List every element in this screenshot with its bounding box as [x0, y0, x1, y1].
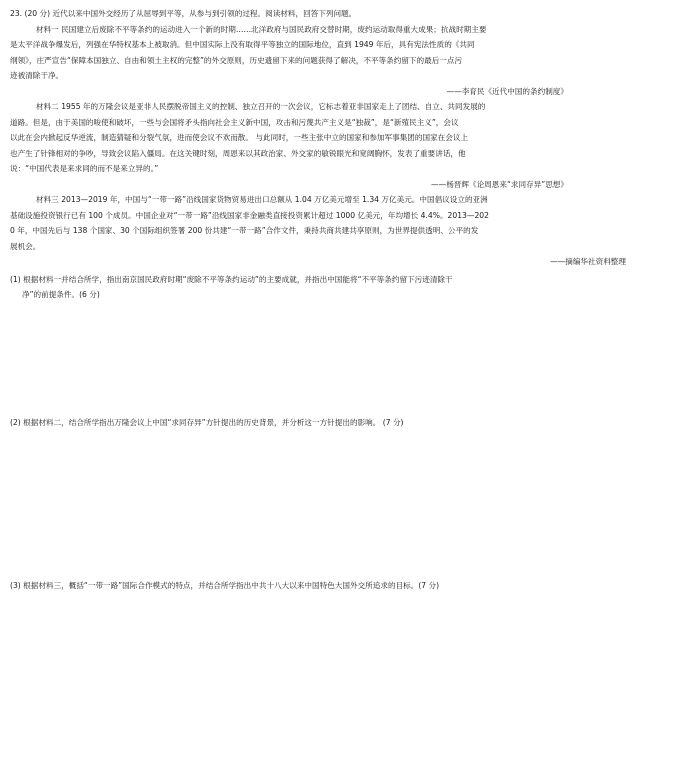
answer-space-1: [10, 303, 686, 413]
sub-question-1: [10, 272, 686, 303]
material-two-source: ——杨晋辉《论周恩来“求同存异”思想》: [431, 179, 568, 189]
material-two: [10, 99, 686, 192]
sub-question-3: [10, 578, 686, 594]
material-one-source: ——李育民《近代中国的条约制度》: [446, 86, 568, 96]
sub-question-3-line: (3) 根据材料三，概括“一带一路”国际合作模式的特点，并结合所学指出中共十八大以来中国特色大国外交所追求的目标。(7 分): [10, 581, 440, 590]
material-one-line: 纲领》，庄严宣告“保障本国独立、自由和领土主权的完整”的外交原则，历史遗留下来的问题获得了解决，不平等条约留下的最后一点污: [10, 55, 463, 65]
sub-question-2-line: (2) 根据材料二，结合所学指出万隆会议上中国“求同存异”方针提出的历史背景，并分析这一方针提出的影响。 (7 分): [10, 417, 404, 427]
material-two-line: 道路。但是，由于美国的唆使和破坏，一些与会国将矛头指向社会主义新中国，攻击和污蔑共产主义是“独裁”，是“新殖民主义”，会议: [10, 117, 459, 127]
material-two-line: 材料二 1955 年的万隆会议是亚非人民摆脱帝国主义的控制、独立召开的一次会议，它标志着亚非国家走上了团结、自立、共同发展的: [36, 102, 486, 111]
material-three-source: ——摘编华社资料整理: [550, 257, 626, 266]
material-three-line: 0 年，中国先后与 138 个国家、30 个国际组织签署 200 份共建“一带一路”合作文件，秉持共商共建共享原则，为世界提供透明、公平的发: [10, 226, 479, 235]
material-one: [10, 22, 686, 100]
material-two-line: 也产生了针锋相对的争吵，导致会议陷入僵局。在这关键时刻，周恩来以其政治家、外交家的敏锐眼光和宽阔胸怀，发表了重要讲话，他: [10, 148, 466, 158]
material-three-line: 基础设施投资银行已有 100 个成员。中国企业对“一带一路”沿线国家非金融类直接投资累计超过 1000 亿美元，年均增长 4.4%。2013—202: [10, 210, 489, 220]
material-two-line: 以此在会内掀起反华逆流，制造猜疑和分裂气氛，进而使会议不欢而散。 与此同时，一些主张中立的国家和参加军事集团的国家在会议上: [10, 133, 469, 142]
material-one-line: 材料一 民国建立后废除不平等条约的运动进入一个新的时期……北洋政府与国民政府交替时期，废约运动取得重大成果；抗战时期主要: [36, 24, 487, 34]
material-three-line: 材料三 2013—2019 年，中国与“一带一路”沿线国家货物贸易进出口总额从 1.04 万亿美元增至 1.34 万亿美元。中国倡议设立的亚洲: [36, 195, 488, 204]
exam-page: [10, 6, 686, 694]
sub-question-1-line: 净”的前提条件。(6 分): [22, 290, 100, 299]
material-two-line: 说：“中国代表是来求同的而不是来立异的。”: [10, 164, 159, 173]
sub-question-1-line: (1) 根据材料一并结合所学，指出南京国民政府时期“废除不平等条约运动”的主要成就，并指出中国能将“不平等条约留下污迹清除干: [10, 274, 453, 284]
sub-question-2: [10, 415, 686, 431]
material-three-line: 展机会。: [10, 241, 41, 251]
material-one-line: 是太平洋战争爆发后，列强在华特权基本上被取消。但中国实际上没有取得平等独立的国际地位，直到 1949 年后，具有宪法性质的《共同: [10, 40, 475, 49]
question-header: 23. (20 分) 近代以来中国外交经历了从屈辱到平等，从参与到引领的过程。阅读材料，回答下列问题。: [10, 9, 357, 18]
answer-space-3: [10, 594, 686, 694]
answer-space-2: [10, 430, 686, 576]
material-one-line: 迹被清除干净。: [10, 71, 64, 80]
material-three: [10, 192, 686, 270]
